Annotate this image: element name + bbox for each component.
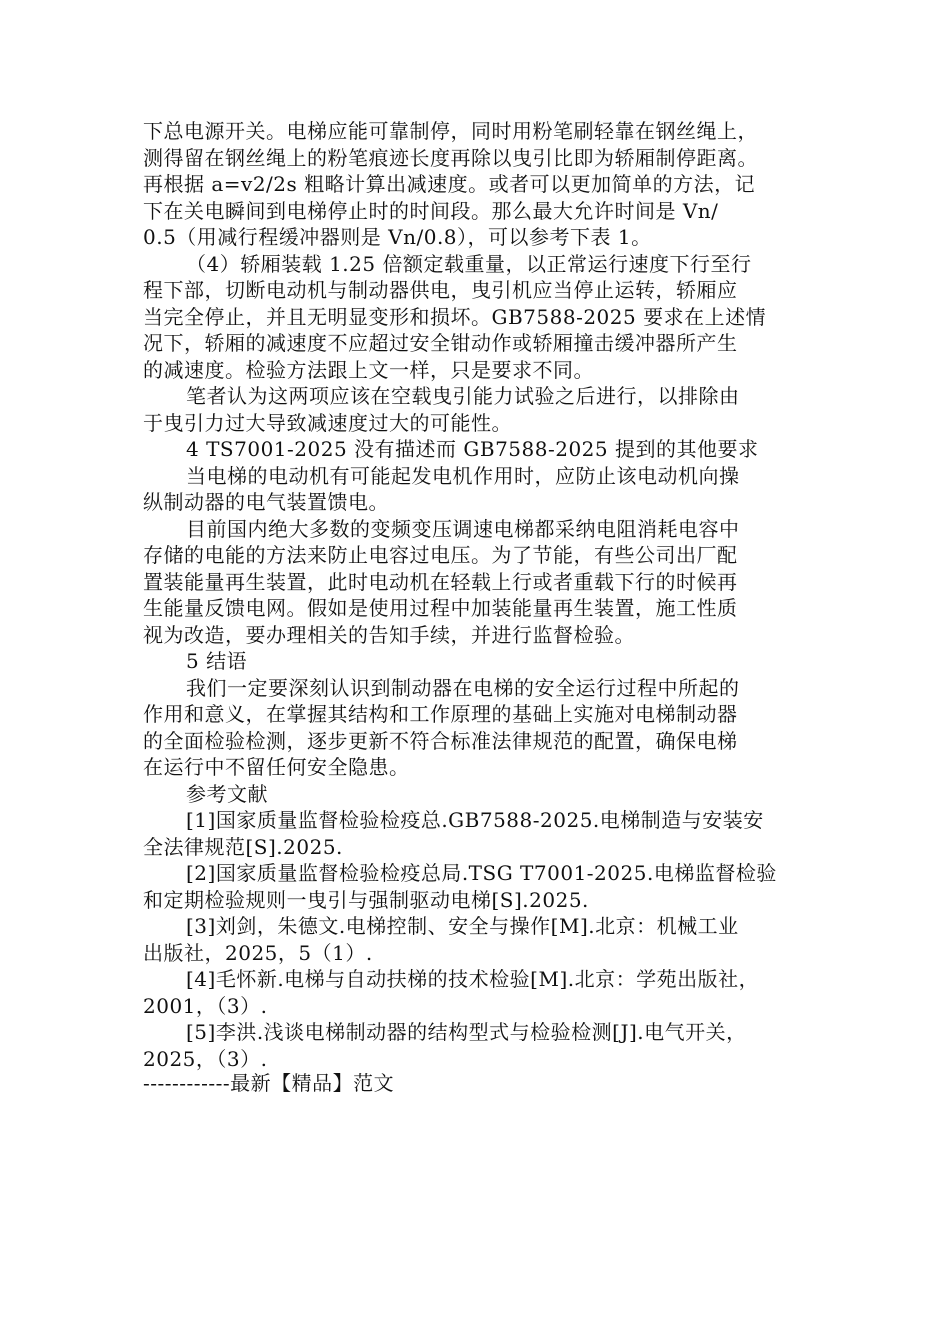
text-line: 程下部，切断电动机与制动器供电，曳引机应当停止运转，轿厢应 <box>143 278 738 302</box>
text-line: 的减速度。检验方法跟上文一样，只是要求不同。 <box>143 357 594 382</box>
text-line: [5]李洪.浅谈电梯制动器的结构型式与检验检测[J].电气开关， <box>186 1020 747 1044</box>
text-line: （4）轿厢装载 1.25 倍额定载重量，以正常运行速度下行至行 <box>186 251 752 276</box>
text-line: 笔者认为这两项应该在空载曳引能力试验之后进行，以排除由 <box>186 384 740 408</box>
text-line: 当完全停止，并且无明显变形和损坏。GB7588-2025 要求在上述情 <box>143 304 767 329</box>
text-line: [1]国家质量监督检验检疫总.GB7588-2025.电梯制造与安装安 <box>186 808 764 832</box>
text-line: 全法律规范[S].2025. <box>143 834 343 859</box>
text-line: 下在关电瞬间到电梯停止时的时间段。那么最大允许时间是 Vn/ <box>143 198 719 223</box>
text-line: 生能量反馈电网。假如是使用过程中加装能量再生装置，施工性质 <box>143 596 738 620</box>
text-line: 5 结语 <box>186 649 248 673</box>
text-line: 于曳引力过大导致减速度过大的可能性。 <box>143 410 512 435</box>
text-line: 测得留在钢丝绳上的粉笔痕迹长度再除以曳引比即为轿厢制停距离。 <box>143 145 758 170</box>
text-line: 存储的电能的方法来防止电容过电压。为了节能，有些公司出厂配 <box>143 543 738 567</box>
text-line: 0.5（用减行程缓冲器则是 Vn/0.8），可以参考下表 1。 <box>143 225 652 249</box>
text-line: 2001，（3）. <box>143 993 268 1018</box>
text-line: 和定期检验规则一曳引与强制驱动电梯[S].2025. <box>143 887 589 912</box>
text-line: [2]国家质量监督检验检疫总局.TSG T7001-2025.电梯监督检验 <box>186 861 777 885</box>
text-line: 当电梯的电动机有可能起发电机作用时，应防止该电动机向操 <box>186 463 740 488</box>
text-line: 在运行中不留任何安全隐患。 <box>143 755 410 779</box>
text-line: 视为改造，要办理相关的告知手续，并进行监督检验。 <box>143 622 635 647</box>
text-line: 下总电源开关。电梯应能可靠制停，同时用粉笔刷轻靠在钢丝绳上， <box>143 119 758 143</box>
body-text <box>143 118 812 1072</box>
text-line: 纵制动器的电气装置馈电。 <box>143 490 389 514</box>
text-line: 的全面检验检测，逐步更新不符合标准法律规范的配置，确保电梯 <box>143 728 738 753</box>
text-line: [4]毛怀新.电梯与自动扶梯的技术检验[M].北京：学苑出版社， <box>186 967 760 991</box>
text-line: 4 TS7001-2025 没有描述而 GB7588-2025 提到的其他要求 <box>186 437 759 461</box>
footer-text: ------------最新【精品】范文 <box>143 1071 395 1095</box>
text-line: 置装能量再生装置，此时电动机在轻载上行或者重载下行的时候再 <box>143 569 738 594</box>
text-line: 2025，（3）. <box>143 1046 268 1071</box>
text-line: 作用和意义，在掌握其结构和工作原理的基础上实施对电梯制动器 <box>143 702 738 726</box>
text-line: 目前国内绝大多数的变频变压调速电梯都采纳电阻消耗电容中 <box>186 516 740 541</box>
text-line: 况下，轿厢的减速度不应超过安全钳动作或轿厢撞击缓冲器所产生 <box>143 331 738 355</box>
text-line: 我们一定要深刻认识到制动器在电梯的安全运行过程中所起的 <box>186 675 740 700</box>
text-line: 参考文献 <box>186 781 268 806</box>
text-line: 再根据 a=v2/2s 粗略计算出减速度。或者可以更加简单的方法，记 <box>143 172 756 196</box>
text-line: 出版社，2025，5（1）. <box>143 940 373 965</box>
text-line: [3]刘剑，朱德文.电梯控制、安全与操作[M].北京：机械工业 <box>186 914 739 938</box>
